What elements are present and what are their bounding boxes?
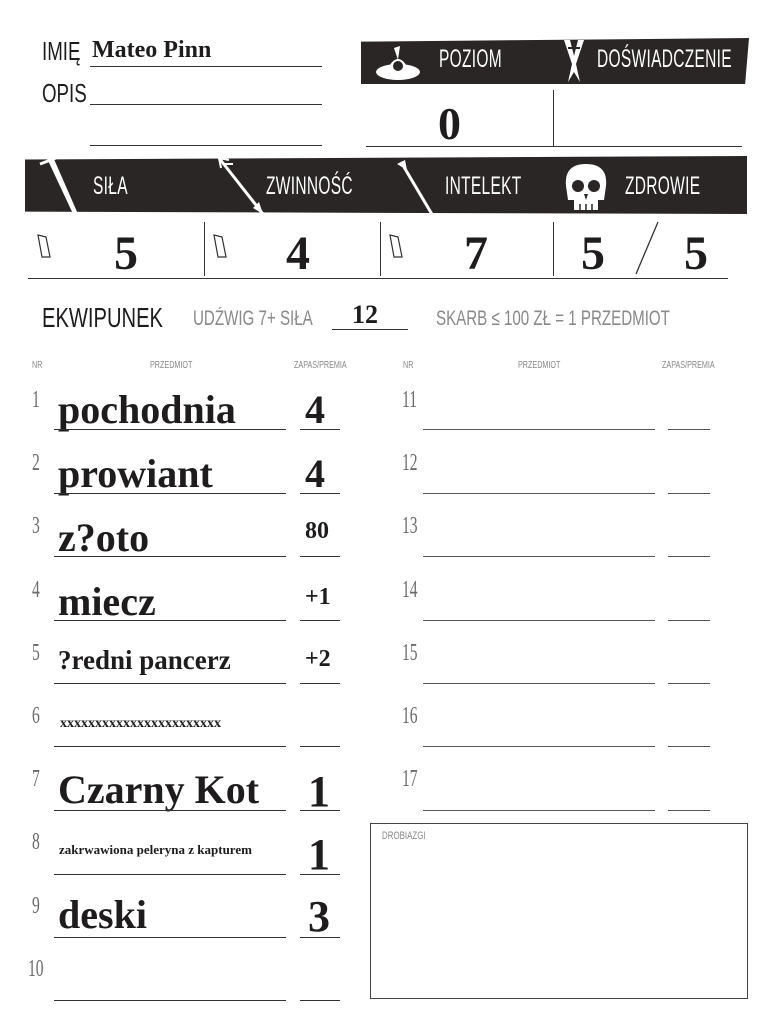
slot-stock[interactable]: 4 (305, 387, 325, 432)
shield-icon (212, 233, 228, 261)
capacity-label: UDŹWIG 7+ SIŁA (193, 307, 313, 330)
intellect-label: INTELEKT (445, 172, 522, 200)
col-stock-right: ZAPAS/PREMIA (662, 360, 715, 371)
slot-number: 4 (32, 577, 40, 603)
health-max-value[interactable]: 5 (684, 227, 708, 280)
slot-stock[interactable]: 80 (305, 518, 329, 544)
col-item-right: PRZEDMIOT (518, 360, 561, 371)
slot-number: 5 (32, 640, 40, 666)
arrow-icon (215, 154, 271, 220)
slot-item[interactable]: z?oto (58, 515, 150, 560)
slot-item[interactable]: xxxxxxxxxxxxxxxxxxxxxxx (60, 716, 221, 731)
health-separator (632, 220, 662, 276)
description-line-1[interactable] (90, 104, 322, 105)
level-label: POZIOM (439, 45, 502, 73)
slot-stock[interactable]: 3 (308, 892, 330, 941)
slot-number: 12 (402, 450, 418, 476)
col-item-left: PRZEDMIOT (150, 360, 193, 371)
treasure-rule: SKARB ≤ 100 ZŁ = 1 PRZEDMIOT (436, 307, 670, 330)
slot-number: 6 (32, 703, 40, 729)
slot-number: 10 (28, 956, 44, 982)
strength-value[interactable]: 5 (114, 227, 138, 280)
strength-label: SIŁA (93, 172, 128, 200)
mace-helmet-icon (372, 42, 428, 82)
trinkets-box[interactable] (370, 823, 748, 999)
slot-number: 14 (402, 577, 418, 603)
slot-item[interactable]: zakrwawiona peleryna z kapturem (59, 842, 252, 857)
sword-icon (36, 150, 86, 218)
slot-item[interactable]: ?redni pancerz (58, 645, 231, 675)
slot-number: 8 (32, 829, 40, 855)
description-line-2[interactable] (90, 145, 322, 146)
slot-number: 9 (32, 893, 40, 919)
level-value[interactable]: 0 (438, 98, 461, 149)
slot-stock[interactable]: 1 (308, 830, 330, 879)
intellect-value[interactable]: 7 (464, 227, 488, 280)
slot-number: 11 (402, 387, 418, 413)
shield-icon (36, 233, 52, 261)
equipment-title: EKWIPUNEK (42, 302, 163, 333)
slot-item[interactable]: Czarny Kot (58, 767, 260, 812)
slot-item[interactable]: deski (58, 892, 147, 937)
col-stock-left: ZAPAS/PREMIA (294, 360, 347, 371)
health-label: ZDROWIE (625, 172, 701, 200)
name-label: IMIĘ (42, 36, 81, 66)
slot-number: 7 (32, 766, 40, 792)
slot-number: 2 (32, 450, 40, 476)
slot-number: 3 (32, 513, 40, 539)
health-current-value[interactable]: 5 (581, 227, 605, 280)
slot-number: 1 (32, 387, 40, 413)
skull-icon (558, 160, 616, 216)
slot-number: 15 (402, 640, 418, 666)
crossed-ribbon-icon (558, 38, 588, 86)
slot-number: 16 (402, 703, 418, 729)
name-field[interactable]: Mateo Pinn (92, 37, 212, 63)
slot-item[interactable]: pochodnia (58, 387, 236, 432)
wand-icon (393, 158, 439, 220)
slot-stock[interactable]: 1 (308, 767, 330, 816)
dexterity-value[interactable]: 4 (286, 227, 310, 280)
xp-label: DOŚWIADCZENIE (597, 45, 732, 73)
col-nr-left: NR (32, 360, 43, 371)
shield-icon (388, 233, 404, 261)
trinkets-label: DROBIAZGI (382, 830, 426, 842)
slot-stock[interactable]: +2 (305, 646, 331, 672)
slot-stock[interactable]: +1 (305, 584, 331, 610)
slot-number: 13 (402, 513, 418, 539)
capacity-value[interactable]: 12 (352, 300, 378, 329)
dexterity-label: ZWINNOŚĆ (266, 172, 353, 200)
slot-stock[interactable]: 4 (305, 451, 325, 496)
col-nr-right: NR (403, 360, 414, 371)
slot-item[interactable]: miecz (58, 579, 156, 624)
slot-number: 17 (402, 766, 418, 792)
slot-item[interactable]: prowiant (58, 451, 213, 496)
description-label: OPIS (42, 78, 87, 108)
